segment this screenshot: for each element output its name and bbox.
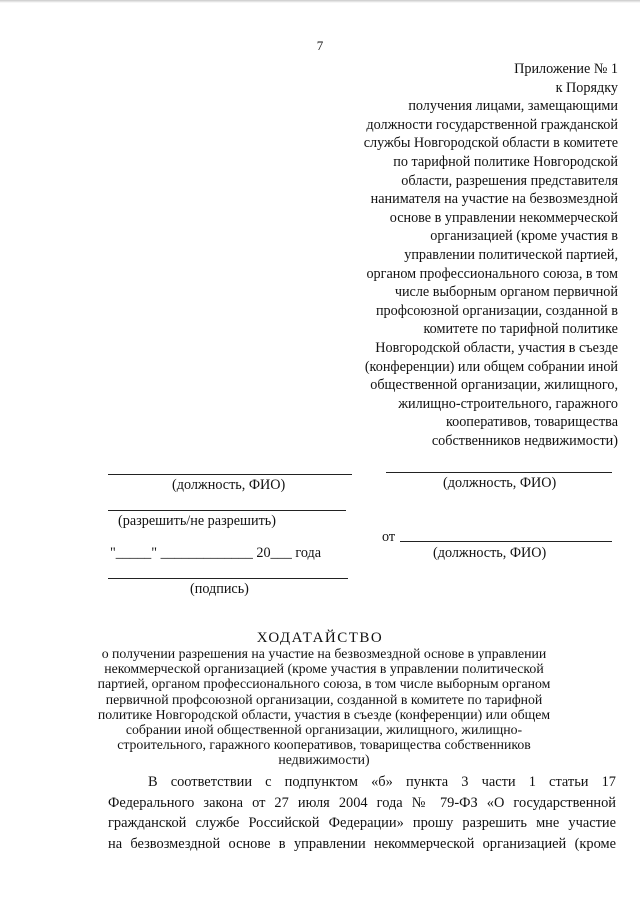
appendix-line: жилищно-строительного, гаражного bbox=[398, 395, 618, 412]
date-line[interactable]: "_____" _____________ 20___ года bbox=[110, 545, 322, 561]
page-number: 7 bbox=[316, 38, 324, 53]
signature-fill-line[interactable] bbox=[108, 578, 348, 579]
appendix-line: управлении политической партией, bbox=[404, 246, 618, 263]
from-fill-line[interactable] bbox=[400, 541, 612, 542]
decision-fill-line[interactable] bbox=[108, 510, 346, 511]
subtitle-line: о получении разрешения на участие на безвозмездной основе в управлении bbox=[101, 646, 547, 661]
subtitle-line: первичной профсоюзной организации, созданной в комитете по тарифной bbox=[105, 691, 543, 707]
appendix-line: органом профессионального союза, в том bbox=[366, 265, 618, 282]
signature-caption: (подпись) bbox=[190, 581, 249, 597]
position-caption-left: (должность, ФИО) bbox=[172, 477, 286, 493]
from-label: от bbox=[382, 529, 396, 545]
appendix-line: службы Новгородской области в комитете bbox=[363, 135, 618, 152]
appendix-line: профсоюзной организации, созданной в bbox=[375, 302, 618, 319]
body-line: В соответствии с подпунктом «б» пункта 3 части 1 статьи 17 bbox=[148, 774, 616, 790]
appendix-line: должности государственной гражданской bbox=[366, 116, 618, 133]
subtitle-line: политике Новгородской области, участия в съезде (конференции) или общем bbox=[97, 706, 551, 722]
position-caption-right: (должность, ФИО) bbox=[443, 475, 557, 491]
decision-caption: (разрешить/не разрешить) bbox=[118, 513, 276, 529]
position-fill-line-right[interactable] bbox=[386, 472, 612, 473]
appendix-line: нанимателя на участие на безвозмездной bbox=[370, 191, 618, 208]
appendix-line: области, разрешения представителя bbox=[401, 172, 618, 189]
subtitle-line: некоммерческой организацией (кроме участия в управлении политической bbox=[104, 661, 544, 677]
petition-body bbox=[108, 772, 616, 854]
appendix-line: по тарифной политике Новгородской bbox=[393, 153, 618, 170]
body-line: гражданской службе Российской Федерации» прошу разрешить мне участие bbox=[108, 815, 616, 831]
appendix-line: числе выборным органом первичной bbox=[394, 284, 618, 301]
petition-subtitle bbox=[84, 646, 564, 768]
subtitle-line: партией, органом профессионального союза, в том числе выборным органом bbox=[97, 676, 551, 692]
subtitle-line: собрании иной общественной организации, жилищного, жилищно- bbox=[125, 722, 523, 738]
subtitle-line: строительного, гаражного кооперативов, товарищества собственников bbox=[117, 737, 531, 753]
body-line: Федерального закона от 27 июля 2004 года № 79-ФЗ «О государственной bbox=[108, 794, 616, 811]
body-line: на безвозмездной основе в управлении некоммерческой организацией (кроме bbox=[108, 835, 616, 852]
petition-title: ХОДАТАЙСТВО bbox=[256, 630, 384, 646]
appendix-line: (конференции) или общем собрании иной bbox=[364, 358, 618, 375]
appendix-line: комитете по тарифной политике bbox=[423, 321, 618, 338]
from-caption: (должность, ФИО) bbox=[433, 545, 547, 561]
appendix-line: общественной организации, жилищного, bbox=[370, 377, 618, 394]
appendix-line: к Порядку bbox=[555, 79, 618, 96]
appendix-line: Новгородской области, участия в съезде bbox=[375, 339, 618, 356]
appendix-line: основе в управлении некоммерческой bbox=[389, 209, 618, 226]
appendix-line: получения лицами, замещающими bbox=[408, 98, 618, 115]
appendix-line: организацией (кроме участия в bbox=[430, 228, 618, 245]
appendix-line: Приложение № 1 bbox=[514, 61, 618, 77]
appendix-header bbox=[308, 60, 618, 450]
subtitle-line: недвижимости) bbox=[278, 752, 370, 768]
appendix-line: кооперативов, товарищества bbox=[445, 414, 618, 431]
scan-edge bbox=[0, 0, 640, 3]
position-fill-line-left[interactable] bbox=[108, 474, 352, 475]
appendix-line: собственников недвижимости) bbox=[431, 432, 618, 449]
